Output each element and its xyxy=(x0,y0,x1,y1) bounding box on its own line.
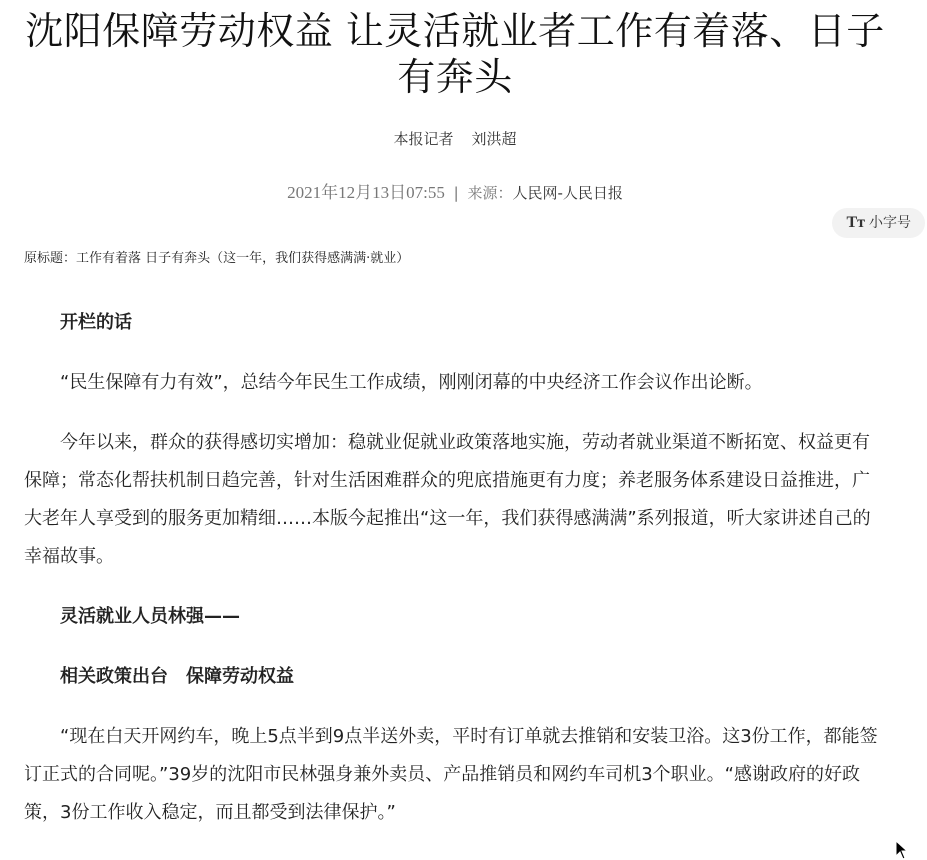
article-title: 沈阳保障劳动权益 让灵活就业者工作有着落、日子有奔头 xyxy=(25,9,885,99)
article xyxy=(24,0,886,832)
meta-separator: | xyxy=(453,184,459,202)
paragraph: “现在白天开网约车，晚上5点半到9点半送外卖，平时有订单就去推销和安装卫浴。这3份工作，都能签订正式的合同呢。”39岁的沈阳市民林强身兼外卖员、产品推销员和网约车司机3个职业。“感谢政府的好政策，3份工作收入稳定，而且都受到法律保护。” xyxy=(24,726,878,823)
article-meta xyxy=(24,182,886,204)
paragraph: “民生保障有力有效”，总结今年民生工作成绩，刚刚闭幕的中央经济工作会议作出论断。 xyxy=(60,372,763,393)
section-subheading: 相关政策出台 保障劳动权益 xyxy=(60,666,294,687)
original-title: 原标题：工作有着落 日子有奔头（这一年，我们获得感满满·就业） xyxy=(24,251,410,266)
font-size-label: 小字号 xyxy=(869,215,911,231)
mouse-cursor-icon xyxy=(895,840,909,860)
section-heading: 灵活就业人员林强—— xyxy=(60,606,240,627)
byline-label: 本报记者 xyxy=(393,130,454,148)
article-body xyxy=(24,304,886,832)
font-size-icon: Tт xyxy=(846,214,865,231)
column-heading: 开栏的话 xyxy=(60,312,132,333)
author-name: 刘洪超 xyxy=(471,130,517,148)
font-size-toggle-button[interactable] xyxy=(832,208,925,238)
paragraph: 今年以来，群众的获得感切实增加：稳就业促就业政策落地实施，劳动者就业渠道不断拓宽、权益更有保障；常态化帮扶机制日趋完善，针对生活困难群众的兜底措施更有力度；养老服务体系建设日益推进，广大老年人享受到的服务更加精细……本版今起推出“这一年，我们获得感满满”系列报道，听大家讲述自己的幸福故事。 xyxy=(24,432,871,567)
byline xyxy=(24,128,886,150)
source-label: 来源： xyxy=(467,184,513,202)
publish-date: 2021年12月13日07:55 xyxy=(287,183,445,202)
source-link[interactable]: 人民网-人民日报 xyxy=(512,184,623,202)
